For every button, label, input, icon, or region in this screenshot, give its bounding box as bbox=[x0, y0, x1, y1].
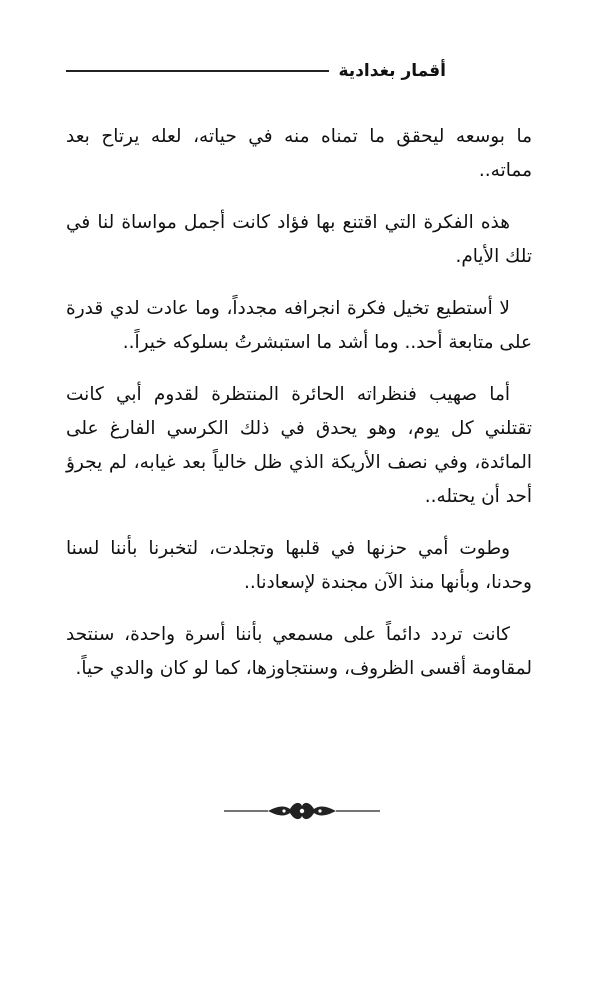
paragraph-1: ما بوسعه ليحقق ما تمناه منه في حياته، لعله يرتاح بعد مماته.. bbox=[66, 126, 532, 181]
header-rule bbox=[66, 70, 329, 72]
paragraph-4: أما صهيب فنظراته الحائرة المنتظرة لقدوم أبي كانت تقتلني كل يوم، وهو يحدق في ذلك الكرسي الفارغ على المائدة، وفي نصف الأريكة الذي ظل خالياً بعد غيابه، لم يجرؤ أحد أن يحتله.. bbox=[66, 384, 532, 507]
paragraph-3: لا أستطيع تخيل فكرة انجرافه مجدداً، وما عادت لدي قدرة على متابعة أحد.. وما أشد ما استبشرتُ بسلوكه خيراً.. bbox=[66, 298, 532, 353]
book-title: أقمار بغدادية bbox=[338, 61, 446, 81]
ornament-divider-icon bbox=[222, 796, 382, 826]
body-text bbox=[66, 120, 532, 704]
paragraph-2: هذه الفكرة التي اقتنع بها فؤاد كانت أجمل مواساة لنا في تلك الأيام. bbox=[66, 212, 532, 267]
paragraph-5: وطوت أمي حزنها في قلبها وتجلدت، لتخبرنا بأننا لسنا وحدنا، وبأنها منذ الآن مجندة لإسعادنا.. bbox=[66, 538, 532, 593]
paragraph-6: كانت تردد دائماً على مسمعي بأننا أسرة واحدة، سنتحد لمقاومة أقسى الظروف، وسنتجاوزها، كما لو كان والدي حياً. bbox=[66, 624, 532, 679]
running-header bbox=[66, 56, 446, 86]
